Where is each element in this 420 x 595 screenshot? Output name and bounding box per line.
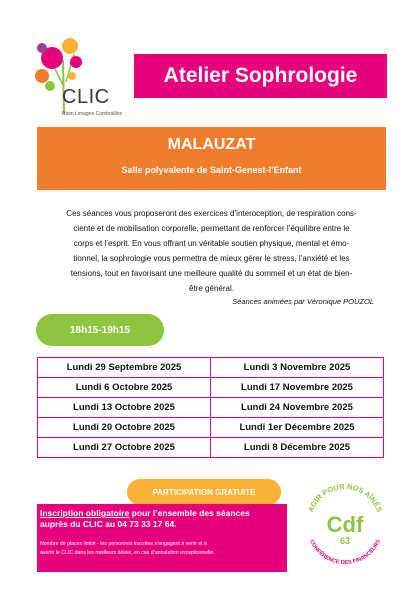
page-title: Atelier Sophrologie [163,64,358,87]
banner-venue: Salle polyvalente de Saint-Genest-l’Enfant [121,165,302,175]
schedule-date: Lundi 29 Septembre 2025 [38,358,211,378]
schedule-date: Lundi 13 Octobre 2025 [38,398,211,418]
table-row [38,418,384,438]
table-row [38,358,384,378]
schedule-date: Lundi 20 Octobre 2025 [38,418,211,438]
logo-tagline: Riom Limagne Combrailles [62,111,123,117]
description-line: corps et l’esprit. En vous offrant un véritable soutien physique, mental et émo- [73,239,350,248]
schedule-date: Lundi 3 Novembre 2025 [211,358,384,378]
banner-city: MALAUZAT [167,136,256,153]
logo-circle-yellow [62,38,78,54]
schedule-date: Lundi 24 Novembre 2025 [211,398,384,418]
description-line: tensions, tout en favorisant une meilleure qualité du sommeil et un état de bien- [70,269,353,278]
inscription-line-1 [40,508,250,518]
logo-circle-pink-small [70,56,82,68]
logo-circle-purple [37,43,47,53]
inscription-note-line: Nombre de places limité - les personnes inscrites s’engagent à venir et à [40,541,207,547]
cdf-logo [298,476,392,570]
inscription-line-1-rest: pour l’ensemble des séances [129,508,250,518]
time-badge: 18h15-19h15 [36,314,164,346]
location-banner [37,127,386,190]
inscription-phone-line: auprès du CLIC au 04 73 33 17 64. [40,519,177,529]
cdf-number: 63 [339,536,351,546]
description-line: tionnel, la sophrologie vous permettra de mieux gérer le stress, l’anxiété et les [73,254,350,263]
description-line: être général. [189,284,234,293]
cdf-arc-text: AGIR POUR NOS AÎNÉS [306,481,384,514]
inscription-box [37,504,287,572]
logo-name: CLIC [62,86,110,108]
cdf-mark: Cdf [326,512,364,537]
logo-circle-yellow-small [68,72,76,80]
schedule-date: Lundi 6 Octobre 2025 [38,378,211,398]
description-line: ciente et de mobilisation corporelle, permettant de renforcer l’équilibre entre le [73,224,350,233]
description-line: Ces séances vous proposeront des exercices d’interoception, de respiration cons- [66,209,357,218]
signature: Séances animées par Véronique POUZOL [232,297,374,306]
logo-circle-orange [35,69,49,83]
schedule-date: Lundi 8 Décembre 2025 [211,438,384,458]
inscription-mandatory: Inscription obligatoire [40,508,130,518]
participation-badge: PARTICIPATION GRATUITE [127,479,281,505]
schedule-table [37,357,384,458]
schedule-date: Lundi 17 Novembre 2025 [211,378,384,398]
inscription-note-line: avertir le CLIC dans les meilleurs délais, en cas d’annulation exceptionnelle. [40,550,215,556]
logo-circle-green [45,81,55,91]
inscription-note [40,540,285,558]
schedule-date: Lundi 1er Décembre 2025 [211,418,384,438]
cdf-bottom-text: CONFÉRENCE DES FINANCEURS [308,538,382,567]
table-row [38,378,384,398]
table-row [38,398,384,418]
title-box [134,54,387,98]
schedule-date: Lundi 27 Octobre 2025 [38,438,211,458]
table-row [38,438,384,458]
description [44,206,379,296]
